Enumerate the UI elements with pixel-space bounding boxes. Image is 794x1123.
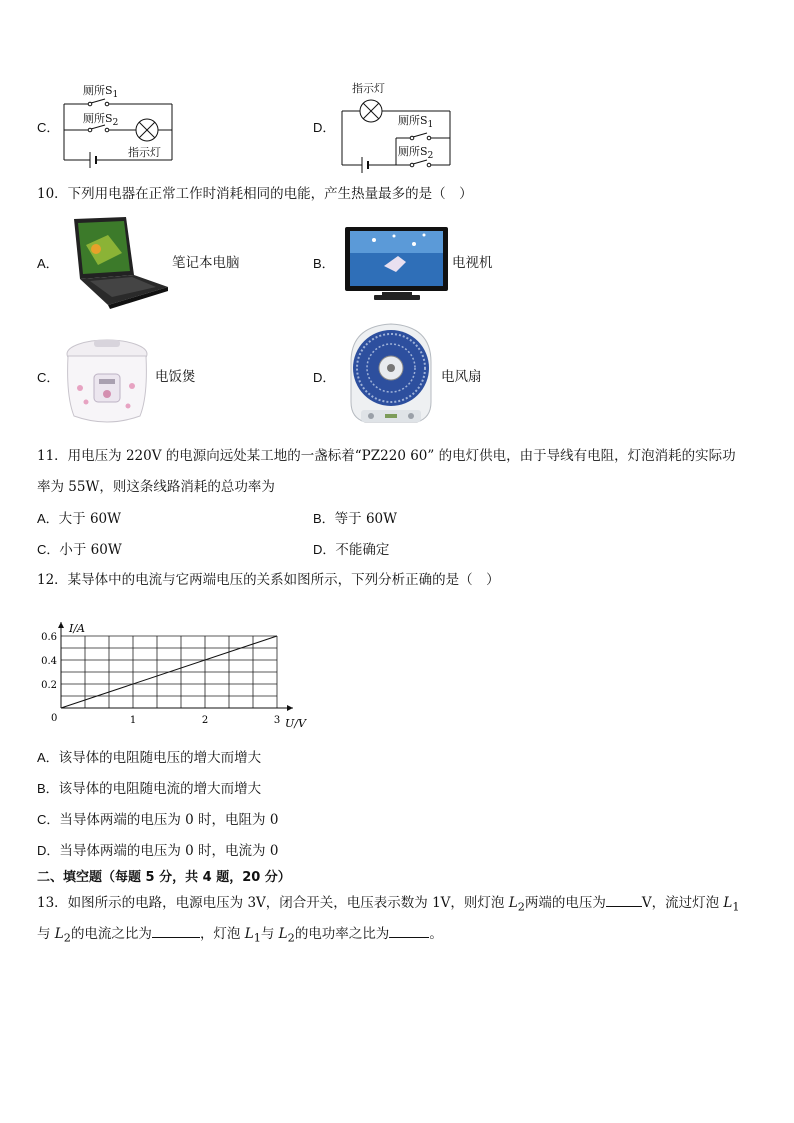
q9-option-c-circuit <box>60 82 185 164</box>
q12-stem: 12．某导体中的电流与它两端电压的关系如图所示，下列分析正确的是（ ） <box>37 572 500 588</box>
q13-blank-2[interactable] <box>152 937 200 938</box>
q11-option-d: D．不能确定 <box>313 542 390 558</box>
q10-option-d-letter: D． <box>313 370 336 385</box>
q9-d-switch1-label: 厕所$S_1$ <box>398 114 434 131</box>
y-tick-label: 0.2 <box>41 680 57 691</box>
q11-stem-line1: 11．用电压为 220V 的电源向远处某工地的一盏标着“PZ220 60” 的电灯供电，由于导线有电阻，灯泡消耗的实际功 <box>37 448 736 464</box>
q11-option-c: C．小于 60W <box>37 542 122 558</box>
q13-line1: 13．如图所示的电路，电源电压为 3V，闭合开关，电压表示数为 1V，则灯泡 $L_2$两端的电压为 V，流过灯泡 $L_1$ <box>37 895 740 914</box>
y-tick-label: 0.4 <box>41 656 57 667</box>
q11-option-a: A．大于 60W <box>37 511 122 527</box>
q10-option-c-label: 电饭煲 <box>155 369 196 385</box>
q12-option-b: B．该导体的电阻随电流的增大而增大 <box>37 781 262 797</box>
q10-option-a-letter: A． <box>37 256 59 271</box>
graph-y-axis-label: I/A <box>69 622 85 635</box>
q12-option-d: D．当导体两端的电压为 0 时，电流为 0 <box>37 843 279 859</box>
q12-option-a: A．该导体的电阻随电压的增大而增大 <box>37 750 262 766</box>
graph-x-arrow <box>287 705 293 711</box>
q10-option-d-label: 电风扇 <box>441 369 482 385</box>
q12-option-c: C．当导体两端的电压为 0 时，电阻为 0 <box>37 812 279 828</box>
q10-option-b-letter: B． <box>313 256 335 271</box>
q9-c-switch2-label: 厕所$S_2$ <box>83 112 119 129</box>
q11-option-b: B．等于 60W <box>313 511 398 527</box>
q10-stem: 10．下列用电器在正常工作时消耗相同的电能，产生热量最多的是（ ） <box>37 186 473 202</box>
q10-option-b-label: 电视机 <box>452 255 493 271</box>
iu-graph <box>35 602 306 730</box>
x-tick-label: 3 <box>273 715 281 726</box>
y-tick-label: 0.6 <box>41 632 57 643</box>
q9-option-d-letter: D． <box>313 120 336 135</box>
q13-line2: 与 $L_2$的电流之比为 ，灯泡 $L_1$与 $L_2$的电功率之比为 。 <box>37 926 443 945</box>
tv-icon <box>344 226 449 302</box>
q10-option-c-letter: C． <box>37 370 60 385</box>
q9-c-lamp-label: 指示灯 <box>128 146 161 159</box>
section-heading: 二、填空题（每题 5 分，共 4 题，20 分） <box>37 870 291 885</box>
x-tick-label: 2 <box>201 715 209 726</box>
graph-x-axis-label: U/V <box>285 717 306 730</box>
x-tick-label: 1 <box>129 715 137 726</box>
q9-option-c-letter: C． <box>37 120 60 135</box>
q9-option-d-circuit <box>336 95 458 170</box>
q9-c-switch1-label: 厕所$S_1$ <box>83 84 119 101</box>
q10-option-a-label: 笔记本电脑 <box>172 255 240 271</box>
rice-cooker-icon <box>64 336 150 428</box>
q13-blank-3[interactable] <box>389 937 429 938</box>
q13-blank-1[interactable] <box>606 906 642 907</box>
fan-icon <box>345 322 437 430</box>
q9-d-lamp-label: 指示灯 <box>352 82 385 95</box>
q11-stem-line2: 率为 55W，则这条线路消耗的总功率为 <box>37 479 275 495</box>
q9-d-switch2-label: 厕所$S_2$ <box>398 145 434 162</box>
graph-y-arrow <box>58 622 64 628</box>
graph-origin-label: 0 <box>51 713 58 724</box>
laptop-icon <box>68 215 170 307</box>
